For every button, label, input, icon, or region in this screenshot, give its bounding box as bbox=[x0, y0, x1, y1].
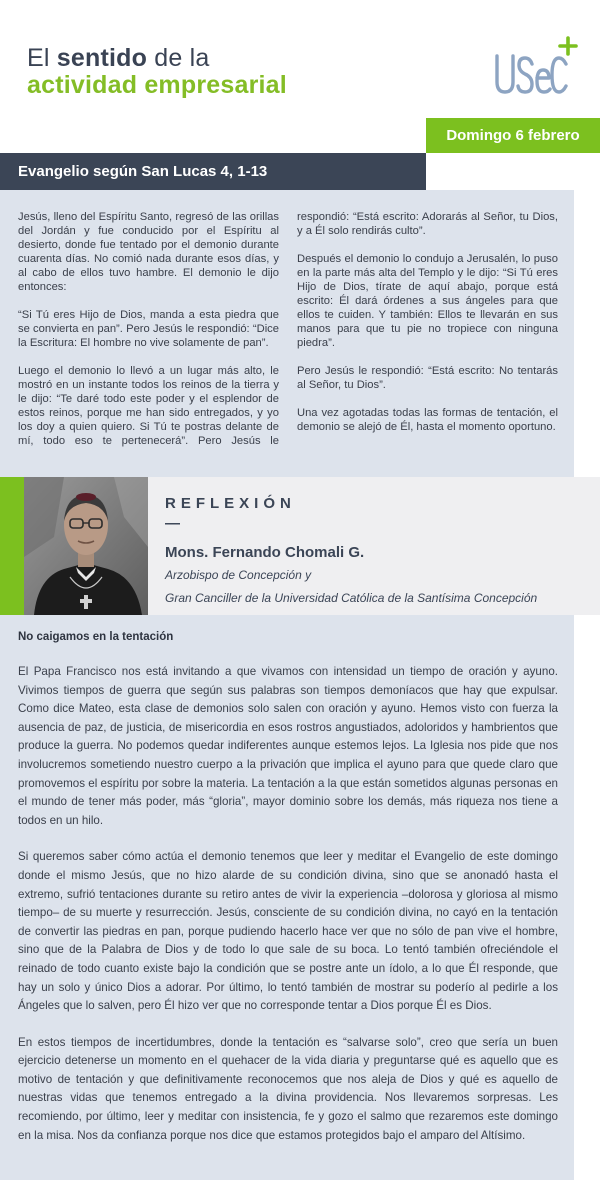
gospel-paragraph: Después el demonio lo condujo a Jerusalén, lo puso en la parte más alta del Templo y le dijo: “Si Tú eres Hijo de Dios, tírate de aquí abajo, porque está escrito: Él dará órdenes a sus ángeles para que ellos te cuiden. Y también: Ellos te llevarán en sus manos para que tu pie no tropiece con ninguna piedra”. bbox=[297, 253, 558, 349]
reflection-paragraph: El Papa Francisco nos está invitando a que vivamos con intensidad un tiempo de oración y ayuno. Vivimos tiempos de guerra que según sus palabras son tiempos demoníacos que hay que expulsar. Como dice Mateo, esta clase de demonios solo salen con oración y ayuno. Hemos visto con fuerza la ausencia de paz, de justicia, de misericordia en esos rostros angustiados, adoloridos y hambrientos que produce la guerra. No podemos quedar indiferentes aunque estemos lejos. La Iglesia nos pide que nos involucremos sometiendo nuestro cuerpo a la privación que implica el ayuno para que quede claro que promovemos el espíritu por sobre la materia. La tentación a la que están sometidos algunas personas en el mundo de tener más poder, más “gloria”, mayor dominio sobre los demás, más riqueza nos tiene a todos en un hilo. bbox=[18, 665, 558, 827]
accent-bar bbox=[0, 477, 24, 615]
gospel-paragraph: Jesús, lleno del Espíritu Santo, regresó de las orillas del Jordán y fue conducido por el Espíritu al desierto, donde fue tentado por el demonio durante cuarenta días. No comió nada durante esos días, y al cabo de ellos tuvo hambre. El demonio le dijo entonces: bbox=[18, 211, 279, 293]
gospel-paragraph: Pero Jesús le respondió: “Está escrito: No tentarás al Señor, tu Dios”. bbox=[297, 365, 558, 391]
gospel-section bbox=[0, 190, 574, 477]
author-role: Gran Canciller de la Universidad Católica de la Santísima Concepción bbox=[165, 591, 538, 605]
header bbox=[0, 0, 600, 118]
section-dash: — bbox=[165, 515, 180, 532]
reflexion-banner bbox=[0, 477, 600, 615]
date-tab: Domingo 6 febrero bbox=[426, 118, 600, 153]
title-part: El bbox=[27, 44, 57, 72]
page-title-line2: actividad empresarial bbox=[27, 71, 287, 99]
reflection-heading: No caigamos en la tentación bbox=[18, 631, 174, 643]
author-name: Mons. Fernando Chomali G. bbox=[165, 544, 365, 561]
author-role: Arzobispo de Concepción y bbox=[165, 568, 312, 582]
section-label: REFLEXIÓN bbox=[165, 495, 296, 512]
title-part: de la bbox=[147, 44, 210, 72]
gospel-paragraph: Una vez agotadas todas las formas de tentación, el demonio se alejó de Él, hasta el momento oportuno. bbox=[297, 407, 558, 433]
gospel-text bbox=[18, 210, 558, 448]
gospel-paragraph: Luego el demonio lo llevó a un lugar más alto, le mostró en un instante todos los reinos de la tierra y le dijo: “Te daré todo este poder y el esplendor de estos reinos, porque me han sido entregados, y yo los doy a quien quiero. Si Tú te postras delante de mí, todo eso te pertenecerá”. Pero Jesús le respondió: “Está escrito: Adorarás al Señor, tu Dios, y a Él solo rendirás culto”. bbox=[18, 211, 558, 447]
author-photo bbox=[24, 477, 148, 615]
reflection-section bbox=[0, 615, 574, 1180]
reflection-paragraph: En estos tiempos de incertidumbres, donde la tentación es “salvarse solo”, creo que sería un buen ejercicio detenerse un momento en el quehacer de la vida diaria y preguntarse qué es aquello que es motivo de tentación y que definitivamente reconocemos que nos aleja de Dios y qué es aquello de nuestras vidas que tenemos entregado a la divina providencia. Nos llevaremos sorpresas. Les recomiendo, por último, leer y meditar con insistencia, fe y gozo el salmo que rezaremos este domingo en la misa. Nos da confianza porque nos dice que estamos protegidos bajo el amparo del Altísimo. bbox=[18, 1035, 558, 1142]
gospel-heading: Evangelio según San Lucas 4, 1-13 bbox=[0, 153, 426, 190]
gospel-paragraph: “Si Tú eres Hijo de Dios, manda a esta piedra que se convierta en pan”. Pero Jesús le respondió: “Dice la Escritura: El hombre no vive solamente de pan”. bbox=[18, 309, 279, 349]
title-bold-word: sentido bbox=[56, 44, 148, 72]
page-title-line1 bbox=[27, 44, 209, 73]
usec-logo bbox=[494, 34, 578, 100]
reflection-text bbox=[18, 663, 558, 1163]
reflection-paragraph: Si queremos saber cómo actúa el demonio tenemos que leer y meditar el Evangelio de este domingo donde el mismo Jesús, que no hizo alarde de su condición divina, sino que se anonadó hasta el extremo, sufrió tentaciones durante su retiro antes de vivir la experiencia –dolorosa y gloriosa al mismo tiempo– de su muerte y resurrección. Jesús, consciente de su condición divina, no cayó en la tentación de convertir las piedras en pan, porque pudiendo hacerlo hace ver que no sólo de pan vive el hombre, sino que de la Palabra de Dios y de todo lo que sale de su boca. Lo tentó también ofreciéndole el reinado de todo cuanto existe bajo la condición que se postre ante un ídolo, a lo que Él responde, que hay un solo y único Dios a adorar. Por último, lo tentó también de mostrar su poderío al pedirle a los Ángeles que lo salven, pero Él hizo ver que no corresponde tentar a Dios porque Él es Dios. bbox=[18, 850, 558, 1013]
